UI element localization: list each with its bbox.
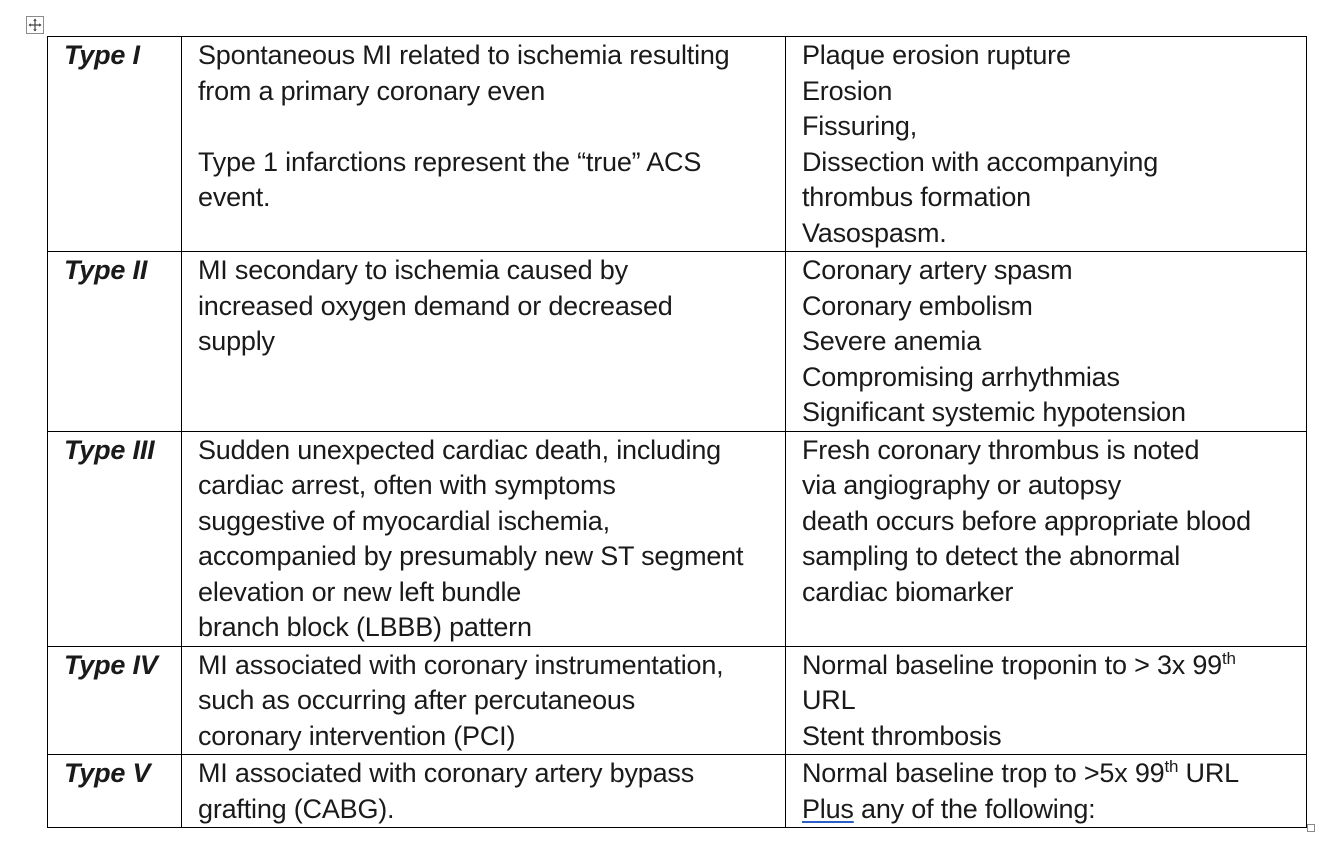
- cause-text: Normal baseline troponin to > 3x 99: [802, 649, 1223, 680]
- cause-line: URL: [802, 685, 856, 715]
- definition-line: suggestive of myocardial ischemia,: [198, 505, 610, 536]
- causes-cell: [786, 755, 1307, 828]
- definition-cell: [182, 37, 786, 252]
- table-row: [48, 252, 1307, 432]
- definition-cell: [182, 431, 786, 646]
- type-label-cell: [48, 252, 182, 432]
- cause-line: Coronary artery spasm: [802, 255, 1073, 285]
- causes-cell: [786, 252, 1307, 432]
- definition-cell: [182, 755, 786, 828]
- plus-link[interactable]: Plus: [802, 793, 854, 824]
- definition-line: from a primary coronary even: [198, 75, 546, 106]
- cause-line: Erosion: [802, 75, 893, 106]
- definition-line: MI associated with coronary artery bypass: [198, 758, 695, 788]
- blank-line: [198, 109, 781, 145]
- table-row: [48, 646, 1307, 755]
- cause-text-tail: URL: [1178, 758, 1239, 788]
- type-label: Type II: [64, 255, 148, 285]
- table-row: [48, 37, 1307, 252]
- superscript-th: th: [1222, 648, 1236, 668]
- cause-line: Severe anemia: [802, 326, 982, 356]
- definition-line: Sudden unexpected cardiac death, including: [198, 434, 721, 465]
- superscript-th: th: [1164, 757, 1179, 776]
- cause-line: Stent thrombosis: [802, 720, 1002, 751]
- type-label: Type IV: [64, 649, 158, 680]
- cause-line: [802, 756, 1302, 792]
- cause-text: Normal baseline trop to >5x 99: [802, 758, 1165, 788]
- definition-line: MI associated with coronary instrumentation,: [198, 649, 724, 680]
- cause-line: Vasospasm.: [802, 217, 947, 248]
- type-label: Type III: [64, 434, 155, 465]
- definition-line: increased oxygen demand or decreased: [198, 290, 673, 321]
- causes-cell: [786, 37, 1307, 252]
- definition-line: MI secondary to ischemia caused by: [198, 255, 628, 285]
- table-row: [48, 755, 1307, 828]
- definition-line: supply: [198, 326, 275, 356]
- causes-cell: [786, 646, 1307, 755]
- cause-line: [802, 648, 1302, 684]
- cause-line: cardiac biomarker: [802, 576, 1014, 607]
- cause-line: Plaque erosion rupture: [802, 40, 1071, 70]
- type-label-cell: [48, 37, 182, 252]
- type-label: Type I: [64, 40, 140, 70]
- cause-line: Compromising arrhythmias: [802, 361, 1120, 392]
- table-resize-handle[interactable]: [1307, 824, 1315, 832]
- definition-line: Type 1 infarctions represent the “true” ACS: [198, 146, 702, 177]
- cause-line: Significant systemic hypotension: [802, 397, 1186, 427]
- cause-line: via angiography or autopsy: [802, 470, 1122, 500]
- definition-line: Spontaneous MI related to ischemia resulting: [198, 40, 730, 70]
- cause-line: thrombus formation: [802, 182, 1031, 212]
- definition-cell: [182, 646, 786, 755]
- type-label: Type V: [64, 758, 151, 788]
- definition-line: branch block (LBBB) pattern: [198, 612, 532, 642]
- causes-cell: [786, 431, 1307, 646]
- cause-line: sampling to detect the abnormal: [802, 541, 1181, 571]
- cause-line: [802, 792, 1302, 828]
- definition-line: event.: [198, 182, 271, 212]
- table-move-handle[interactable]: [26, 16, 44, 34]
- cause-line: Fissuring,: [802, 111, 918, 141]
- definition-cell: [182, 252, 786, 432]
- definition-line: elevation or new left bundle: [198, 576, 522, 607]
- cause-line: Fresh coronary thrombus is noted: [802, 434, 1200, 465]
- type-label-cell: [48, 755, 182, 828]
- cause-line: Dissection with accompanying: [802, 146, 1159, 177]
- cause-line: death occurs before appropriate blood: [802, 505, 1251, 536]
- cause-line: Coronary embolism: [802, 290, 1033, 321]
- type-label-cell: [48, 646, 182, 755]
- definition-line: coronary intervention (PCI): [198, 720, 516, 751]
- definition-line: such as occurring after percutaneous: [198, 685, 636, 715]
- move-cross-icon: [27, 17, 43, 33]
- mi-classification-table: [47, 36, 1307, 828]
- definition-line: accompanied by presumably new ST segment: [198, 541, 744, 571]
- definition-line: grafting (CABG).: [198, 793, 395, 824]
- cause-text: any of the following:: [853, 793, 1096, 824]
- type-label-cell: [48, 431, 182, 646]
- table-row: [48, 431, 1307, 646]
- definition-line: cardiac arrest, often with symptoms: [198, 470, 616, 500]
